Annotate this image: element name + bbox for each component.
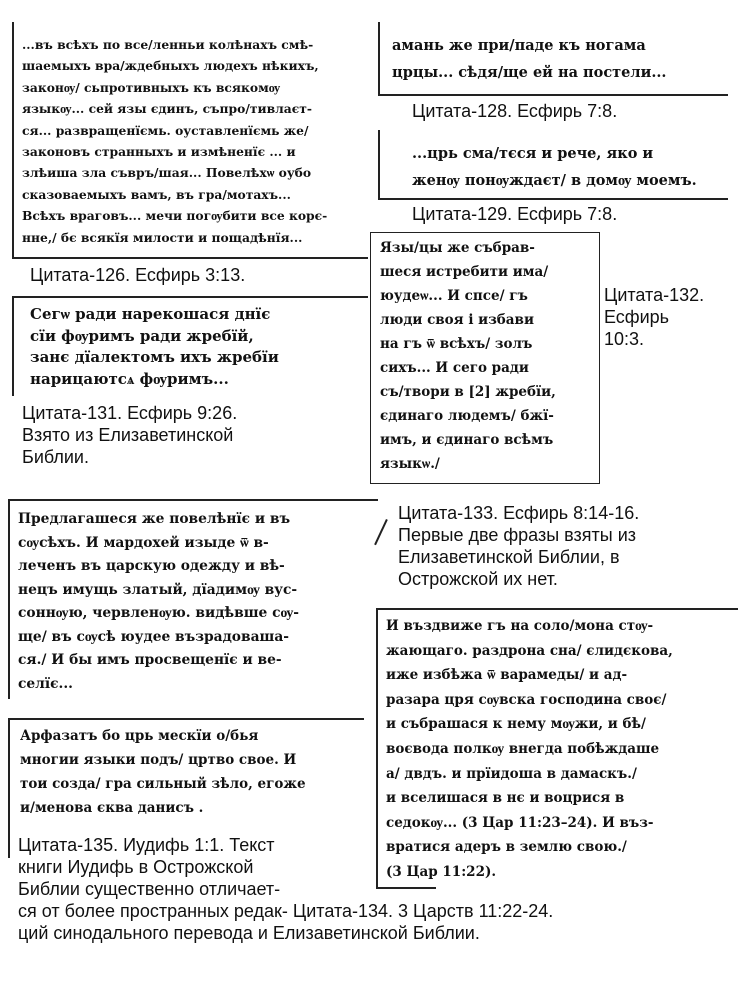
quote-126-caption: Цитата-126. Есфирь 3:13. bbox=[30, 265, 246, 285]
quote-129-caption: Цитата-129. Есфирь 7:8. bbox=[412, 204, 618, 224]
frame-line bbox=[12, 257, 368, 259]
frame-line bbox=[8, 499, 378, 501]
frame-line bbox=[12, 296, 14, 396]
quote-132-text: Язы/цы же събрав- шеся истребити има/ юудеѡ... И спсе/ гъ люди своя і избави на гъ ѿ всѣхъ/ золъ сихъ... И сего ради съ/твори в [2] жребїи, єдинаго людемъ/ бжї- имъ, и єдинаго всѣмъ языкѡ./ bbox=[380, 240, 556, 472]
quote-132-caption: Цитата-132. Есфирь 10:3. bbox=[604, 285, 705, 349]
frame-line bbox=[374, 519, 387, 545]
frame-line bbox=[8, 718, 10, 858]
frame-line bbox=[376, 608, 738, 610]
quote-128-caption: Цитата-128. Есфирь 7:8. bbox=[412, 101, 618, 121]
frame-line bbox=[378, 130, 380, 200]
frame-line bbox=[378, 198, 728, 200]
frame-line bbox=[12, 296, 368, 298]
frame-line bbox=[8, 718, 364, 720]
quote-128-text: амань же при/паде къ ногама црцы... сѣдя/ще ей на постели... bbox=[392, 37, 667, 81]
frame-line bbox=[8, 499, 10, 699]
frame-line bbox=[378, 94, 728, 96]
quote-133-text: Предлагашеся же повелѣнїє и въ сѹсѣхъ. И мардохей изыде ѿ в- леченъ въ царскую одежду и вѣ- нецъ имущь златый, дїадимѹ вуc- соннѹю, червленѹю. видѣвше сѹ- ще/ въ сѹсѣ юудее възрадоваша- ся./ И бы имъ просвещенїє и ве- селїє... bbox=[18, 511, 299, 692]
quote-131-caption: Цитата-131. Есфирь 9:26. Взято из Елизаветинской Библии. bbox=[22, 403, 238, 467]
quote-134-text: И въздвиже гъ на соло/мона стѹ- жающаго. раздрона сна/ єлидєкова, иже избѣжа ѿ варамеды/ и ад- разара цря сѹвска господина своє/ и събрашася к нему мѹжи, и бѣ/ воєвода полкѹ внегда побѣждаше а/ двдъ. и прїидоша в дамаскъ./ и вселишася в нє и воцрися в седокѹ... (3 Цар 11:23–24). И въз- вратися адеръ в землю свою./ (3 Цар 11:22). bbox=[386, 618, 673, 880]
quote-133-caption: Цитата-133. Есфирь 8:14-16. Первые две фразы взяты из Елизаветинской Библии, в Острожской их нет. bbox=[398, 503, 640, 589]
quote-129-text: ...црь сма/тєся и рече, яко и женѹ понѹждаєт/ в домѹ моемъ. bbox=[412, 145, 697, 189]
quote-131-text: Сегѡ ради нарекошася днїє сїи фѹримъ ради жребїй, занє дїалектомъ ихъ жребїи нарицаютсѧ фѹримъ... bbox=[30, 305, 279, 388]
frame-line bbox=[378, 22, 380, 94]
quote-126-text: ...въ всѣхъ по все/ленньи колѣнахъ смѣ- шаемыхъ вра/ждебныхъ людехъ нѣкихъ, законѹ/ сьпротивныхъ къ всякомѹ языкѹ... сей язы єдинъ, съпро/тивлаєт- ся... развращенїємь. оуставленїємь же/ законовъ странныхъ и измѣненїє ... и злѣиша зла съвръ/шая... Повелѣхѡ оубо сказоваемыхъ вамъ, въ гра/мотахъ... Всѣхъ враговъ... мечи погѹбити все корє- нне,/ бє всякїя милости и пощадѣнїя... bbox=[22, 37, 328, 245]
quote-135-text: Арфазатъ бо црь мескїи о/бья многии языки подъ/ цртво свое. И тои созда/ гра сильный зѣло, егоже и/менова єква данисъ . bbox=[20, 728, 306, 816]
quote-135-caption: Цитата-135. Иудифь 1:1. Текст книги Иудифь в Острожской Библии существенно отличает- ся от более пространных редак- Цитата-134. 3 Царств 11:22-24. ций синодального перевода и Елизаветинской Библии. bbox=[18, 835, 554, 943]
frame-line bbox=[12, 22, 14, 258]
